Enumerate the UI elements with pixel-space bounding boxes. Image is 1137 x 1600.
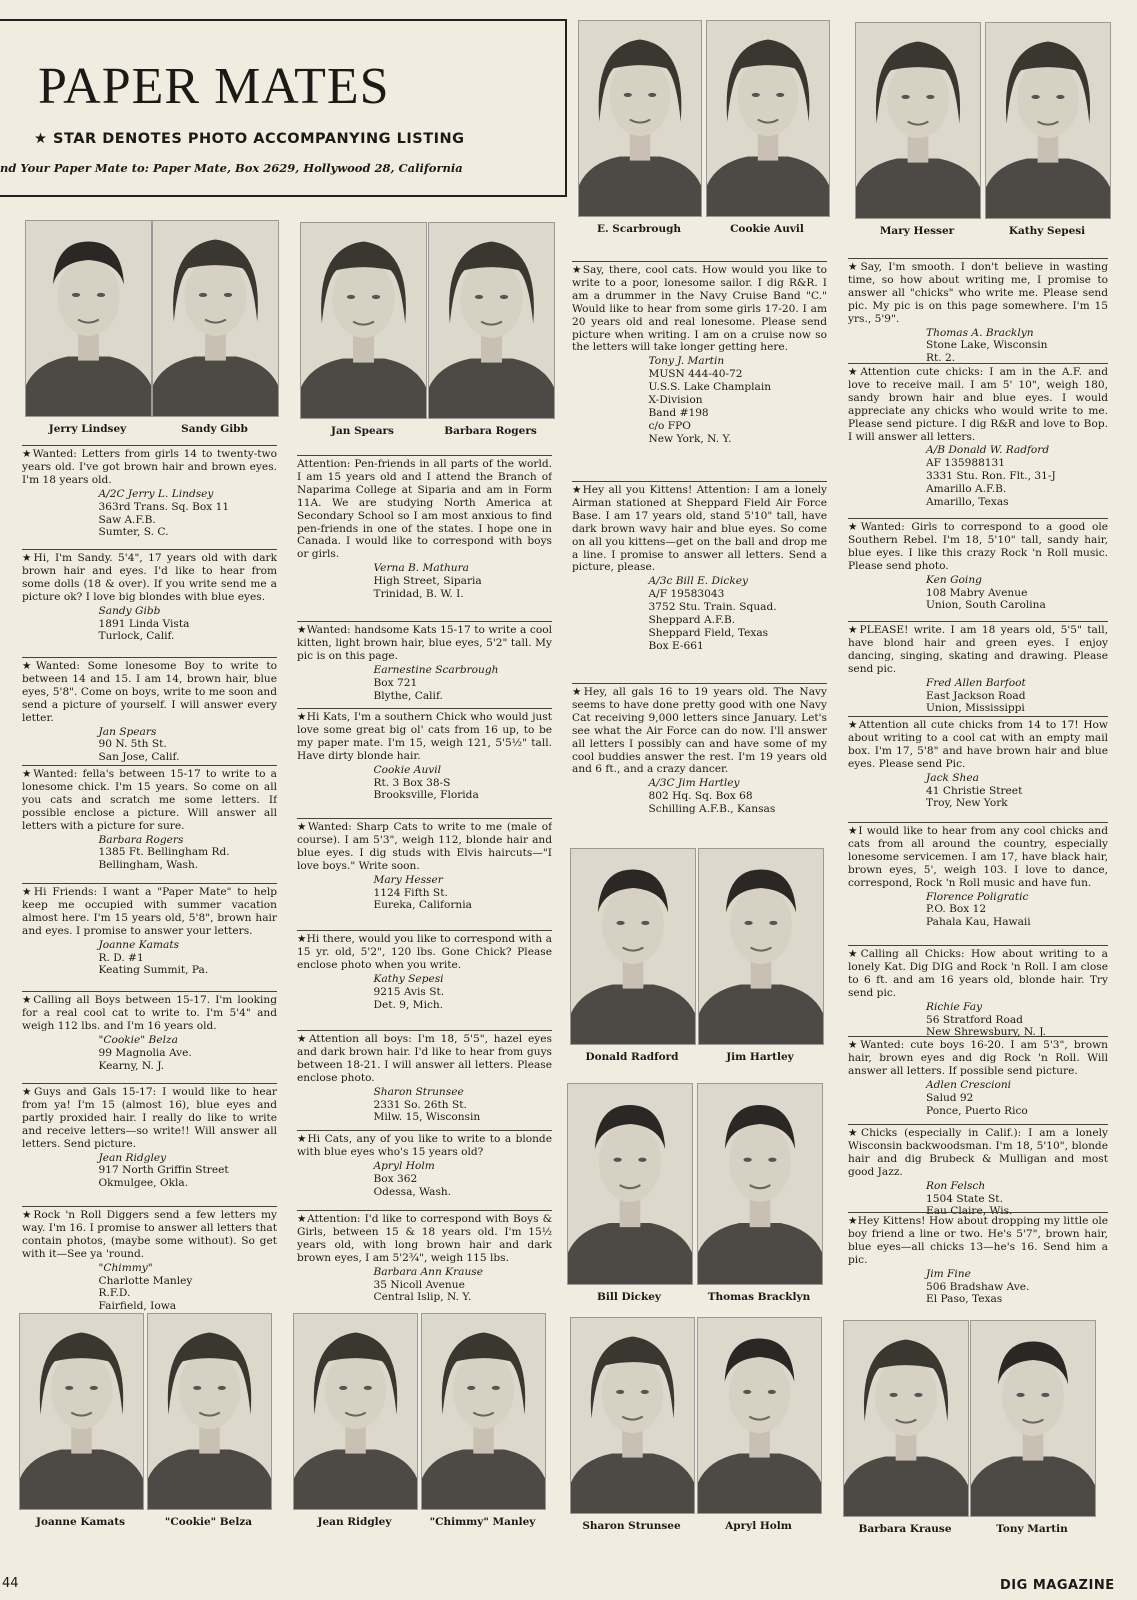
listing-address-line: Amarillo A.F.B.	[926, 483, 1007, 496]
listing-address-line: 9215 Avis St.	[373, 985, 445, 998]
listing-address	[848, 677, 1108, 716]
photo-caption: Donald Radford	[585, 1051, 679, 1063]
page-title: PAPER MATES	[38, 58, 390, 115]
listing-address-line: 363rd Trans. Sq. Box 11	[98, 500, 230, 513]
listing-name: Richie Fay	[926, 1000, 983, 1013]
listing-name: Verna B. Mathura	[373, 562, 469, 575]
listing-name: Florence Poligratic	[926, 890, 1029, 903]
photo-caption: Kathy Sepesi	[1008, 225, 1086, 237]
listing-body: ★PLEASE! write. I am 18 years old, 5'5" tall, have blond hair and green eyes. I enjoy dancing, singing, skating and drawing. Please send pic.	[848, 624, 1108, 675]
listing-address	[22, 605, 277, 644]
listing-address-line: Amarillo, Texas	[926, 496, 1009, 509]
photo-caption: E. Scarbrough	[596, 223, 682, 235]
listing-address-line: R. D. #1	[98, 951, 144, 964]
photo-caption: Jan Spears	[331, 425, 394, 437]
listing-address-line: Troy, New York	[926, 797, 1008, 810]
listing-address-line: 2331 So. 26th St.	[373, 1098, 467, 1111]
listing-body: ★Attention all boys: I'm 18, 5'5", hazel eyes and dark brown hair. I'd like to hear from guys between 18-21. I will answer all letters. Please enclose photo.	[297, 1033, 552, 1084]
portrait-photo	[697, 1083, 823, 1285]
listing-address-line: Brooksville, Florida	[373, 789, 479, 802]
listing-address-line: 35 Nicoll Avenue	[373, 1278, 465, 1291]
portrait-photo	[706, 20, 830, 217]
portrait-photo	[855, 22, 981, 219]
listing	[297, 930, 552, 1011]
listing-address-line: Eureka, California	[373, 899, 472, 912]
listing-address	[297, 874, 552, 913]
portrait-photo	[697, 1317, 822, 1514]
listing-address-line: Sheppard A.F.B.	[648, 614, 736, 627]
listing-body: ★Attention all cute chicks from 14 to 17! How about writing to a cool cat with an empty mail box. I'm 17, 5'8" and have brown hair and blue eyes. Please send Pic.	[848, 719, 1108, 770]
portrait-photo	[428, 222, 555, 419]
portrait-photo	[570, 1317, 695, 1514]
listing-address-line: Pahala Kau, Hawaii	[926, 916, 1031, 929]
listing-address-line: Rt. 3 Box 38-S	[373, 776, 451, 789]
listing-address	[297, 764, 552, 803]
portrait-photo	[300, 222, 427, 419]
listing-address-line: Union, Mississippi	[926, 702, 1025, 715]
portrait-photo	[25, 220, 152, 417]
listing-address	[848, 891, 1108, 930]
photo-caption: Barbara Rogers	[444, 425, 537, 437]
listing-body: ★Wanted: fella's between 15-17 to write to a lonesome chick. I'm 15 years. So come on all you cats and scratch me some letters. If possible enclose a picture. Will answer all letters with a picture for sure.	[22, 768, 277, 832]
photo-caption: "Chimmy" Manley	[429, 1516, 536, 1528]
listing-address-line: Bellingham, Wash.	[98, 859, 199, 872]
listing-name: "Cookie" Belza	[98, 1033, 178, 1046]
listing	[297, 1210, 552, 1304]
listing-address-line: Union, South Carolina	[926, 599, 1046, 612]
listing-body: ★Calling all Chicks: How about writing to a lonely Kat. Dig DIG and Rock 'n Roll. I am close to 6 ft. and am 16 years old, blonde hair. Try send pic.	[848, 948, 1108, 999]
listing	[22, 991, 277, 1072]
listing-address	[22, 488, 277, 540]
listing	[572, 261, 827, 446]
listing-body: ★Guys and Gals 15-17: I would like to hear from ya! I'm 15 (almost 16), blue eyes and partly proxided hair. I really do like to write and receive letters—so write!! Will answer all letters. Send picture.	[22, 1086, 277, 1150]
listing-address	[22, 939, 277, 978]
listing-address	[22, 1034, 277, 1073]
listing-address	[848, 1268, 1108, 1307]
listing-body: Attention: Pen-friends in all parts of the world. I am 15 years old and I attend the Branch of Naparima College at Siparia and am in Form 11A. We are studying North America at Secondary School so I am most anxious to find pen-friends in one of the states. I hope one in Canada. I would like to correspond with boys or girls.	[297, 458, 552, 561]
listing-address-line: Sheppard Field, Texas	[648, 626, 769, 639]
listing-address-line: Box 721	[373, 676, 418, 689]
listing-address-line: 1124 Fifth St.	[373, 886, 448, 899]
listing-address	[297, 1266, 552, 1305]
listing-body: ★Hi Cats, any of you like to write to a blonde with blue eyes who's 15 years old?	[297, 1133, 552, 1158]
listing-body: ★Hi Kats, I'm a southern Chick who would just love some great big ol' cats from 16 up, to be my paper mate. I'm 15, weigh 121, 5'5½" tall. Have dirty blonde hair.	[297, 711, 552, 762]
listing-body: ★Attention: I'd like to correspond with Boys & Girls, between 15 & 18 years old. I'm 15½ years old, with long brown hair and dark brown eyes, I am 5'2¾", weigh 115 lbs.	[297, 1213, 552, 1264]
listing	[848, 363, 1108, 509]
listing	[848, 945, 1108, 1039]
listing-address-line: Schilling A.F.B., Kansas	[648, 803, 776, 816]
listing-address-line: High Street, Siparia	[373, 575, 482, 588]
listing-body: ★Wanted: cute boys 16-20. I am 5'3", brown hair, brown eyes and dig Rock 'n Roll. Will answer all letters. If possible send picture.	[848, 1039, 1108, 1077]
listing-name: Jean Ridgley	[98, 1151, 167, 1164]
listing-address	[572, 355, 827, 445]
listing	[848, 716, 1108, 810]
listing-address-line: Milw. 15, Wisconsin	[373, 1111, 481, 1124]
listing-address-line: 56 Stratford Road	[926, 1013, 1023, 1026]
listing-address	[848, 444, 1108, 509]
listing-name: "Chimmy"	[98, 1261, 153, 1274]
listing-address-line: U.S.S. Lake Champlain	[648, 381, 772, 394]
listing-address-line: Keating Summit, Pa.	[98, 964, 209, 977]
listing	[848, 1124, 1108, 1218]
listing-body: ★Hi Friends: I want a "Paper Mate" to help keep me occupied with summer vacation almost here. I'm 15 years old, 5'8", brown hair and eyes. I promise to answer your letters.	[22, 886, 277, 937]
listing-address-line: Rt. 2.	[926, 352, 956, 365]
magazine-name: DIG MAGAZINE	[1000, 1578, 1115, 1593]
portrait-photo	[567, 1083, 693, 1285]
listing-name: Sharon Strunsee	[373, 1085, 464, 1098]
photo-caption: Barbara Krause	[858, 1523, 952, 1535]
photo-caption: Joanne Kamats	[36, 1516, 125, 1528]
listing	[848, 1212, 1108, 1306]
listing-body: ★Wanted: Girls to correspond to a good ole Southern Rebel. I'm 18, 5'10" tall, sandy hair, blue eyes. I like this crazy Rock 'n Roll music. Please send photo.	[848, 521, 1108, 572]
listing-name: Thomas A. Bracklyn	[926, 326, 1034, 339]
listing-body: ★Wanted: handsome Kats 15-17 to write a cool kitten, light brown hair, blue eyes, 5'2" tall. My pic is on this page.	[297, 624, 552, 662]
listing-body: ★Calling all Boys between 15-17. I'm looking for a real cool cat to write to. I'm 5'4" and weigh 112 lbs. and I'm 16 years old.	[22, 994, 277, 1032]
portrait-photo	[578, 20, 702, 217]
listing-address	[848, 327, 1108, 366]
portrait-photo	[698, 848, 824, 1045]
star-note: ★ STAR DENOTES PHOTO ACCOMPANYING LISTING	[34, 131, 465, 147]
listing-address	[22, 726, 277, 765]
listing-address	[297, 664, 552, 703]
listing-name: Jim Fine	[926, 1267, 971, 1280]
listing-address-line: Salud 92	[926, 1091, 974, 1104]
portrait-photo	[152, 220, 279, 417]
listing	[297, 1130, 552, 1199]
photo-caption: "Cookie" Belza	[164, 1516, 253, 1528]
listing-body: ★Say, there, cool cats. How would you like to write to a poor, lonesome sailor. I dig R&R. I am a drummer in the Navy Cruise Band "C." Would like to hear from some girls 17-20. I am 20 years old and real lonesome. Please send picture when writing. I am on a cruise now so the letters will take longer getting here.	[572, 264, 827, 354]
listing-address-line: 41 Christie Street	[926, 784, 1023, 797]
portrait-photo	[421, 1313, 546, 1510]
listing-address	[848, 772, 1108, 811]
listing-name: Ken Going	[926, 573, 982, 586]
listing	[297, 1030, 552, 1124]
listing-name: Barbara Ann Krause	[373, 1265, 483, 1278]
photo-caption: Cookie Auvil	[730, 223, 804, 235]
listing-address-line: Turlock, Calif.	[98, 630, 175, 643]
listing-address-line: 108 Mabry Avenue	[926, 586, 1028, 599]
portrait-photo	[985, 22, 1111, 219]
photo-caption: Jerry Lindsey	[48, 423, 127, 435]
listing-name: Tony J. Martin	[648, 355, 725, 368]
listing	[22, 1083, 277, 1190]
listing-name: Ron Felsch	[926, 1179, 986, 1192]
listing	[848, 822, 1108, 929]
listing-address-line: AF 135988131	[926, 457, 1006, 470]
listing-address	[297, 1086, 552, 1125]
title-box	[0, 19, 567, 197]
listing-body: ★Rock 'n Roll Diggers send a few letters my way. I'm 16. I promise to answer all letters that contain photos, (maybe some without). So get with it—See ya 'round.	[22, 1209, 277, 1260]
listing	[22, 765, 277, 872]
listing-address-line: X-Division	[648, 394, 703, 407]
portrait-photo	[19, 1313, 144, 1510]
portrait-photo	[570, 848, 696, 1045]
listing-address-line: Fairfield, Iowa	[98, 1300, 177, 1313]
listing-name: A/2C Jerry L. Lindsey	[98, 487, 214, 500]
listing-address-line: Kearny, N. J.	[98, 1059, 165, 1072]
listing-address	[848, 1079, 1108, 1118]
listing-body: ★Hey, all gals 16 to 19 years old. The Navy seems to have done pretty good with one Navy Cat receiving 9,000 letters since January. Let's see what the Air Force can do now. I'll answer all letters I possibly can and have some of my cool buddies answer the rest. I'm 19 years old and 6 ft., and a crazy dancer.	[572, 686, 827, 776]
listing-name: Cookie Auvil	[373, 763, 442, 776]
listing-address	[297, 973, 552, 1012]
listing-address-line: 917 North Griffin Street	[98, 1164, 229, 1177]
listing-address	[22, 1152, 277, 1191]
listing	[848, 518, 1108, 612]
page-number: 44	[2, 1576, 19, 1591]
listing-body: ★Wanted: Some lonesome Boy to write to between 14 and 15. I am 14, brown hair, blue eyes, 5'8". Come on boys, write to me soon and send a picture of yourself. I will answer every letter.	[22, 660, 277, 724]
photo-caption: Apryl Holm	[725, 1520, 792, 1532]
listing-name: A/3C Jim Hartley	[648, 777, 740, 790]
listing-address-line: Odessa, Wash.	[373, 1185, 452, 1198]
listing	[22, 445, 277, 539]
photo-caption: Bill Dickey	[596, 1291, 662, 1303]
listing-address-line: 802 Hq. Sq. Box 68	[648, 790, 753, 803]
listing-address	[22, 1262, 277, 1314]
listing-address-line: Box E-661	[648, 639, 704, 652]
listing-address-line: c/o FPO	[648, 419, 691, 432]
listing-address-line: Box 362	[373, 1172, 418, 1185]
listing-address-line: New Shrewsbury, N. J.	[926, 1026, 1046, 1039]
listing-address-line: El Paso, Texas	[926, 1293, 1003, 1306]
photo-caption: Mary Hesser	[879, 225, 955, 237]
listing-address-line: Band #198	[648, 406, 709, 419]
listing-address-line: 90 N. 5th St.	[98, 738, 167, 751]
listing-name: Jan Spears	[98, 725, 157, 738]
listing-address-line: 1891 Linda Vista	[98, 617, 190, 630]
listing	[22, 657, 277, 764]
listing-address-line: 99 Magnolia Ave.	[98, 1046, 192, 1059]
listing-address	[572, 575, 827, 652]
listing-body: ★Attention cute chicks: I am in the A.F. and love to receive mail. I am 5' 10", weigh 180, sandy brown hair and blue eyes. I would appreciate any chicks who would write to me. Please send picture. I dig R&R and love to Bop. I will answer all letters.	[848, 366, 1108, 443]
photo-caption: Thomas Bracklyn	[707, 1291, 811, 1303]
listing-address-line: Charlotte Manley	[98, 1274, 193, 1287]
listing-address-line: 1504 State St.	[926, 1192, 1003, 1205]
listing-address-line: Trinidad, B. W. I.	[373, 588, 464, 601]
listing-name: Jack Shea	[926, 771, 979, 784]
listing-address-line: San Jose, Calif.	[98, 751, 180, 764]
listing-body: ★Hey Kittens! How about dropping my little ole boy friend a line or two. He's 5'7", brown hair, blue eyes—all chicks 13—he's 16. Send him a pic.	[848, 1215, 1108, 1266]
send-address: nd Your Paper Mate to: Paper Mate, Box 2629, Hollywood 28, California	[0, 161, 463, 175]
listing-address-line: East Jackson Road	[926, 689, 1026, 702]
listing-name: Adlen Crescioni	[926, 1078, 1012, 1091]
listing-address	[848, 1001, 1108, 1040]
listing-address	[848, 574, 1108, 613]
listing-address-line: New York, N. Y.	[648, 432, 732, 445]
listing	[297, 708, 552, 802]
listing-address	[572, 777, 827, 816]
listing-name: A/3c Bill E. Dickey	[648, 575, 749, 588]
listing-body: ★Say, I'm smooth. I don't believe in wasting time, so how about writing me, I promise to answer all "chicks" who write me. Please send pic. My pic is on this page somewhere. I'm 15 yrs., 5'9".	[848, 261, 1108, 325]
listing-address	[22, 834, 277, 873]
listing-name: Fred Allen Barfoot	[926, 676, 1026, 689]
photo-caption: Jean Ridgley	[317, 1516, 392, 1528]
listing-name: A/B Donald W. Radford	[926, 444, 1050, 457]
listing	[848, 1036, 1108, 1117]
listing-address-line: R.F.D.	[98, 1287, 131, 1300]
photo-caption: Jim Hartley	[726, 1051, 794, 1063]
listing-address-line: Sumter, S. C.	[98, 526, 169, 539]
portrait-photo	[843, 1320, 969, 1517]
listing-address	[297, 1160, 552, 1199]
portrait-photo	[293, 1313, 418, 1510]
listing	[22, 883, 277, 977]
listing-name: Barbara Rogers	[98, 833, 184, 846]
listing	[22, 549, 277, 643]
listing-name: Mary Hesser	[373, 873, 443, 886]
listing-address	[297, 562, 552, 601]
listing	[572, 481, 827, 653]
portrait-photo	[970, 1320, 1096, 1517]
listing-address-line: Det. 9, Mich.	[373, 998, 444, 1011]
listing-body: ★I would like to hear from any cool chicks and cats from all around the country, especially lonesome servicemen. I am 17, have black hair, brown eyes, 5', weigh 103. I love to dance, correspond, Rock 'n Roll music and have fun.	[848, 825, 1108, 889]
listing-name: Kathy Sepesi	[373, 972, 444, 985]
listing	[297, 621, 552, 702]
listing-address-line: Ponce, Puerto Rico	[926, 1104, 1028, 1117]
listing-address-line: 506 Bradshaw Ave.	[926, 1280, 1030, 1293]
photo-caption: Sandy Gibb	[181, 423, 248, 435]
listing	[848, 258, 1108, 365]
photo-caption: Sharon Strunsee	[582, 1520, 681, 1532]
listing-address-line: Okmulgee, Okla.	[98, 1177, 189, 1190]
listing-address-line: Central Islip, N. Y.	[373, 1291, 472, 1304]
listing	[848, 621, 1108, 715]
listing	[22, 1206, 277, 1313]
listing-body: ★Chicks (especially in Calif.): I am a lonely Wisconsin backwoodsman. I'm 18, 5'10", blonde hair and dig Brubeck & Mulligan and most good Jazz.	[848, 1127, 1108, 1178]
listing-address-line: 3752 Stu. Train. Squad.	[648, 601, 777, 614]
listing-address-line: 3331 Stu. Ron. Flt., 31-J	[926, 470, 1056, 483]
listing-address-line: P.O. Box 12	[926, 903, 987, 916]
listing-name: Sandy Gibb	[98, 604, 161, 617]
listing-address-line: Stone Lake, Wisconsin	[926, 339, 1048, 352]
listing	[297, 818, 552, 912]
listing-address-line: Eau Claire, Wis.	[926, 1205, 1013, 1218]
listing	[572, 683, 827, 816]
listing	[297, 455, 552, 601]
photo-caption: Tony Martin	[996, 1523, 1068, 1535]
listing-body: ★Hey all you Kittens! Attention: I am a lonely Airman stationed at Sheppard Field Air Force Base. I am 17 years old, stand 5'10" tall, have dark brown wavy hair and blue eyes. So come on all you kittens—get on the ball and drop me a line. I promise to answer all letters. Send a picture, please.	[572, 484, 827, 574]
listing-address-line: Saw A.F.B.	[98, 513, 156, 526]
listing-address-line: A/F 19583043	[648, 588, 725, 601]
listing-body: ★Hi, I'm Sandy. 5'4", 17 years old with dark brown hair and eyes. I'd like to hear from some dolls (18 & over). If you write send me a picture ok? I love big blondes with blue eyes.	[22, 552, 277, 603]
listing-address-line: 1385 Ft. Bellingham Rd.	[98, 846, 230, 859]
portrait-photo	[147, 1313, 272, 1510]
listing-address-line: Blythe, Calif.	[373, 689, 443, 702]
listing-address-line: MUSN 444-40-72	[648, 368, 743, 381]
listing-name: Apryl Holm	[373, 1159, 435, 1172]
listing-name: Joanne Kamats	[98, 938, 180, 951]
listing-body: ★Wanted: Sharp Cats to write to me (male of course). I am 5'3", weigh 112, blonde hair and blue eyes. I dig studs with Elvis haircuts—"I love boys." Write soon.	[297, 821, 552, 872]
listing-name: Earnestine Scarbrough	[373, 663, 499, 676]
listing-body: ★Wanted: Letters from girls 14 to twenty-two years old. I've got brown hair and brown eyes. I'm 18 years old.	[22, 448, 277, 486]
listing-body: ★Hi there, would you like to correspond with a 15 yr. old, 5'2", 120 lbs. Gone Chick? Please enclose photo when you write.	[297, 933, 552, 971]
